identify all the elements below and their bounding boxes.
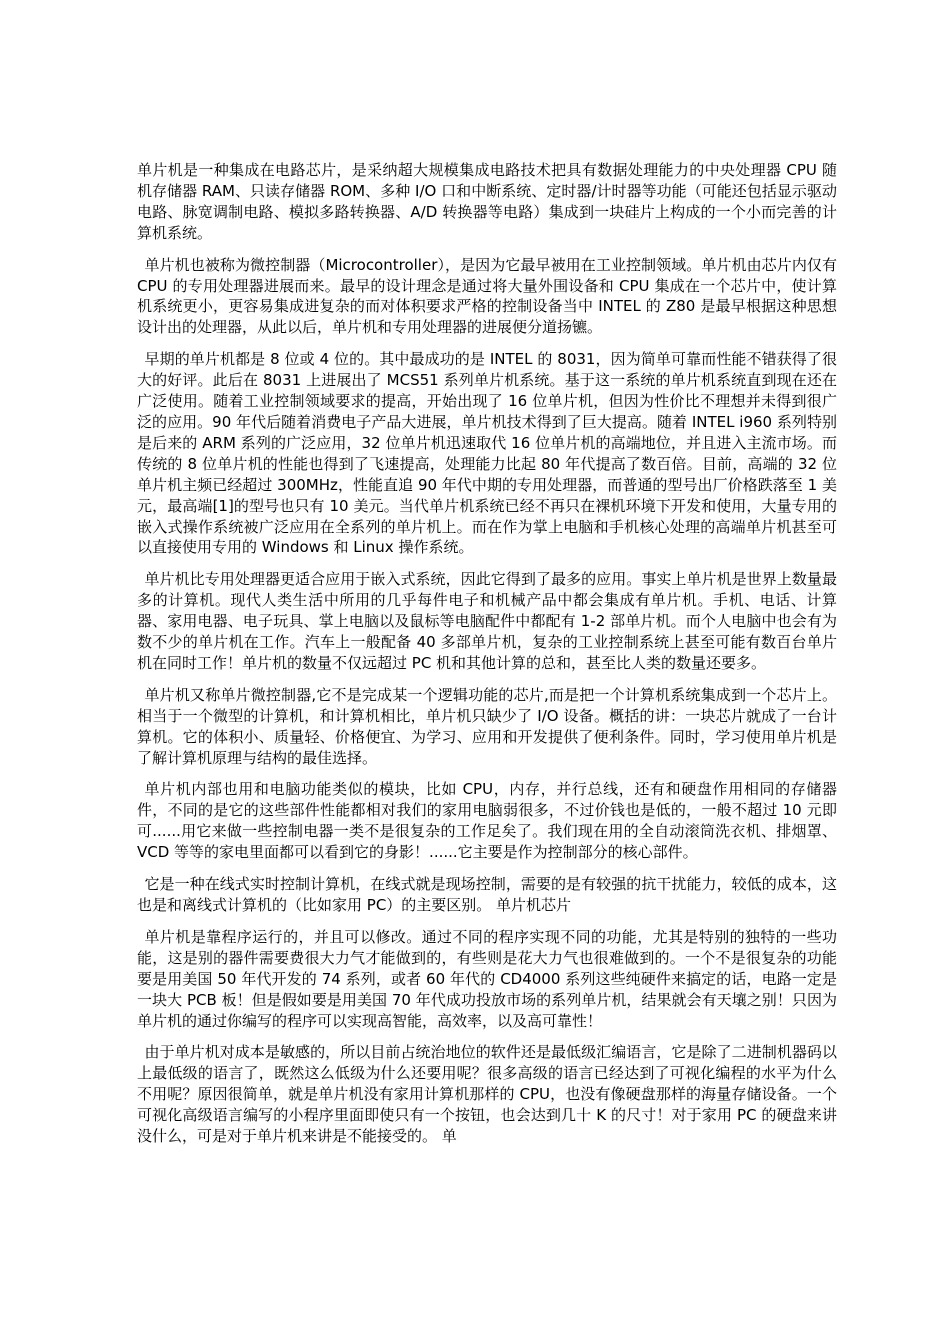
paragraph-3: 早期的单片机都是 8 位或 4 位的。其中最成功的是 INTEL 的 8031，因为简单可靠而性能不错获得了很大的好评。此后在 8031 上进展出了 MCS51 系列单片机系统。基于这一系统的单片机系统直到现在还在广泛使用。随着工业控制领域要求的提高，开始出现了 16 位单片机，但因为性价比不理想并未得到很广泛的应用。90 年代后随着消费电子产品大进展，单片机技术得到了巨大提高。随着 INTEL i960 系列特别是后来的 ARM 系列的广泛应用，32 位单片机迅速取代 16 位单片机的高端地位，并且进入主流市场。而传统的 8 位单片机的性能也得到了飞速提高，处理能力比起 80 年代提高了数百倍。目前，高端的 32 位单片机主频已经超过 300MHz，性能直追 90 年代中期的专用处理器，而普通的型号出厂价格跌落至 1 美元，最高端[1]的型号也只有 10 美元。当代单片机系统已经不再只在裸机环境下开发和使用，大量专用的嵌入式操作系统被广泛应用在全系列的单片机上。而在作为掌上电脑和手机核心处理的高端单片机甚至可以直接使用专用的 Windows 和 Linux 操作系统。 [137,350,837,557]
paragraph-6: 单片机内部也用和电脑功能类似的模块，比如 CPU，内存，并行总线，还有和硬盘作用相同的存储器件，不同的是它的这些部件性能都相对我们的家用电脑弱很多，不过价钱也是低的，一般不超过 10 元即可......用它来做一些控制电器一类不是很复杂的工作足矣了。我们现在用的全自动滚筒洗衣机、排烟罩、VCD 等等的家电里面都可以看到它的身影！......它主要是作为控制部分的核心部件。 [137,780,837,862]
document-body [137,160,837,1158]
paragraph-5: 单片机又称单片微控制器,它不是完成某一个逻辑功能的芯片,而是把一个计算机系统集成到一个芯片上。相当于一个微型的计算机，和计算机相比，单片机只缺少了 I/O 设备。概括的讲：一块芯片就成了一台计算机。它的体积小、质量轻、价格便宜、为学习、应用和开发提供了便利条件。同时，学习使用单片机是了解计算机原理与结构的最佳选择。 [137,685,837,767]
paragraph-2: 单片机也被称为微控制器（Microcontroller），是因为它最早被用在工业控制领域。单片机由芯片内仅有 CPU 的专用处理器进展而来。最早的设计理念是通过将大量外围设备和 CPU 集成在一个芯片中，使计算机系统更小，更容易集成进复杂的而对体积要求严格的控制设备当中 INTEL 的 Z80 是最早根据这种思想设计出的处理器，从此以后，单片机和专用处理器的进展便分道扬镳。 [137,255,837,337]
paragraph-4: 单片机比专用处理器更适合应用于嵌入式系统，因此它得到了最多的应用。事实上单片机是世界上数量最多的计算机。现代人类生活中所用的几乎每件电子和机械产品中都会集成有单片机。手机、电话、计算器、家用电器、电子玩具、掌上电脑以及鼠标等电脑配件中都配有 1-2 部单片机。而个人电脑中也会有为数不少的单片机在工作。汽车上一般配备 40 多部单片机，复杂的工业控制系统上甚至可能有数百台单片机在同时工作！单片机的数量不仅远超过 PC 机和其他计算的总和，甚至比人类的数量还要多。 [137,570,837,672]
paragraph-1: 单片机是一种集成在电路芯片，是采纳超大规模集成电路技术把具有数据处理能力的中央处理器 CPU 随机存储器 RAM、只读存储器 ROM、多种 I/O 口和中断系统、定时器/计时器等功能（可能还包括显示驱动电路、脉宽调制电路、模拟多路转换器、A/D 转换器等电路）集成到一块硅片上构成的一个小而完善的计算机系统。 [137,161,837,242]
paragraph-9: 由于单片机对成本是敏感的，所以目前占统治地位的软件还是最低级汇编语言，它是除了二进制机器码以上最低级的语言了，既然这么低级为什么还要用呢？很多高级的语言已经达到了可视化编程的水平为什么不用呢？原因很简单，就是单片机没有家用计算机那样的 CPU，也没有像硬盘那样的海量存储设备。一个可视化高级语言编写的小程序里面即使只有一个按钮，也会达到几十 K 的尺寸！对于家用 PC 的硬盘来讲没什么，可是对于单片机来讲是不能接受的。 单 [137,1043,837,1146]
paragraph-8: 单片机是靠程序运行的，并且可以修改。通过不同的程序实现不同的功能，尤其是特别的独特的一些功能，这是别的器件需要费很大力气才能做到的，有些则是花大力气也很难做到的。一个不是很复杂的功能要是用美国 50 年代开发的 74 系列，或者 60 年代的 CD4000 系列这些纯硬件来搞定的话，电路一定是一块大 PCB 板！但是假如要是用美国 70 年代成功投放市场的系列单片机，结果就会有天壤之别！只因为单片机的通过你编写的程序可以实现高智能，高效率，以及高可靠性！ [137,927,837,1030]
paragraph-7: 它是一种在线式实时控制计算机，在线式就是现场控制，需要的是有较强的抗干扰能力，较低的成本，这也是和离线式计算机的（比如家用 PC）的主要区别。 单片机芯片 [137,875,837,914]
